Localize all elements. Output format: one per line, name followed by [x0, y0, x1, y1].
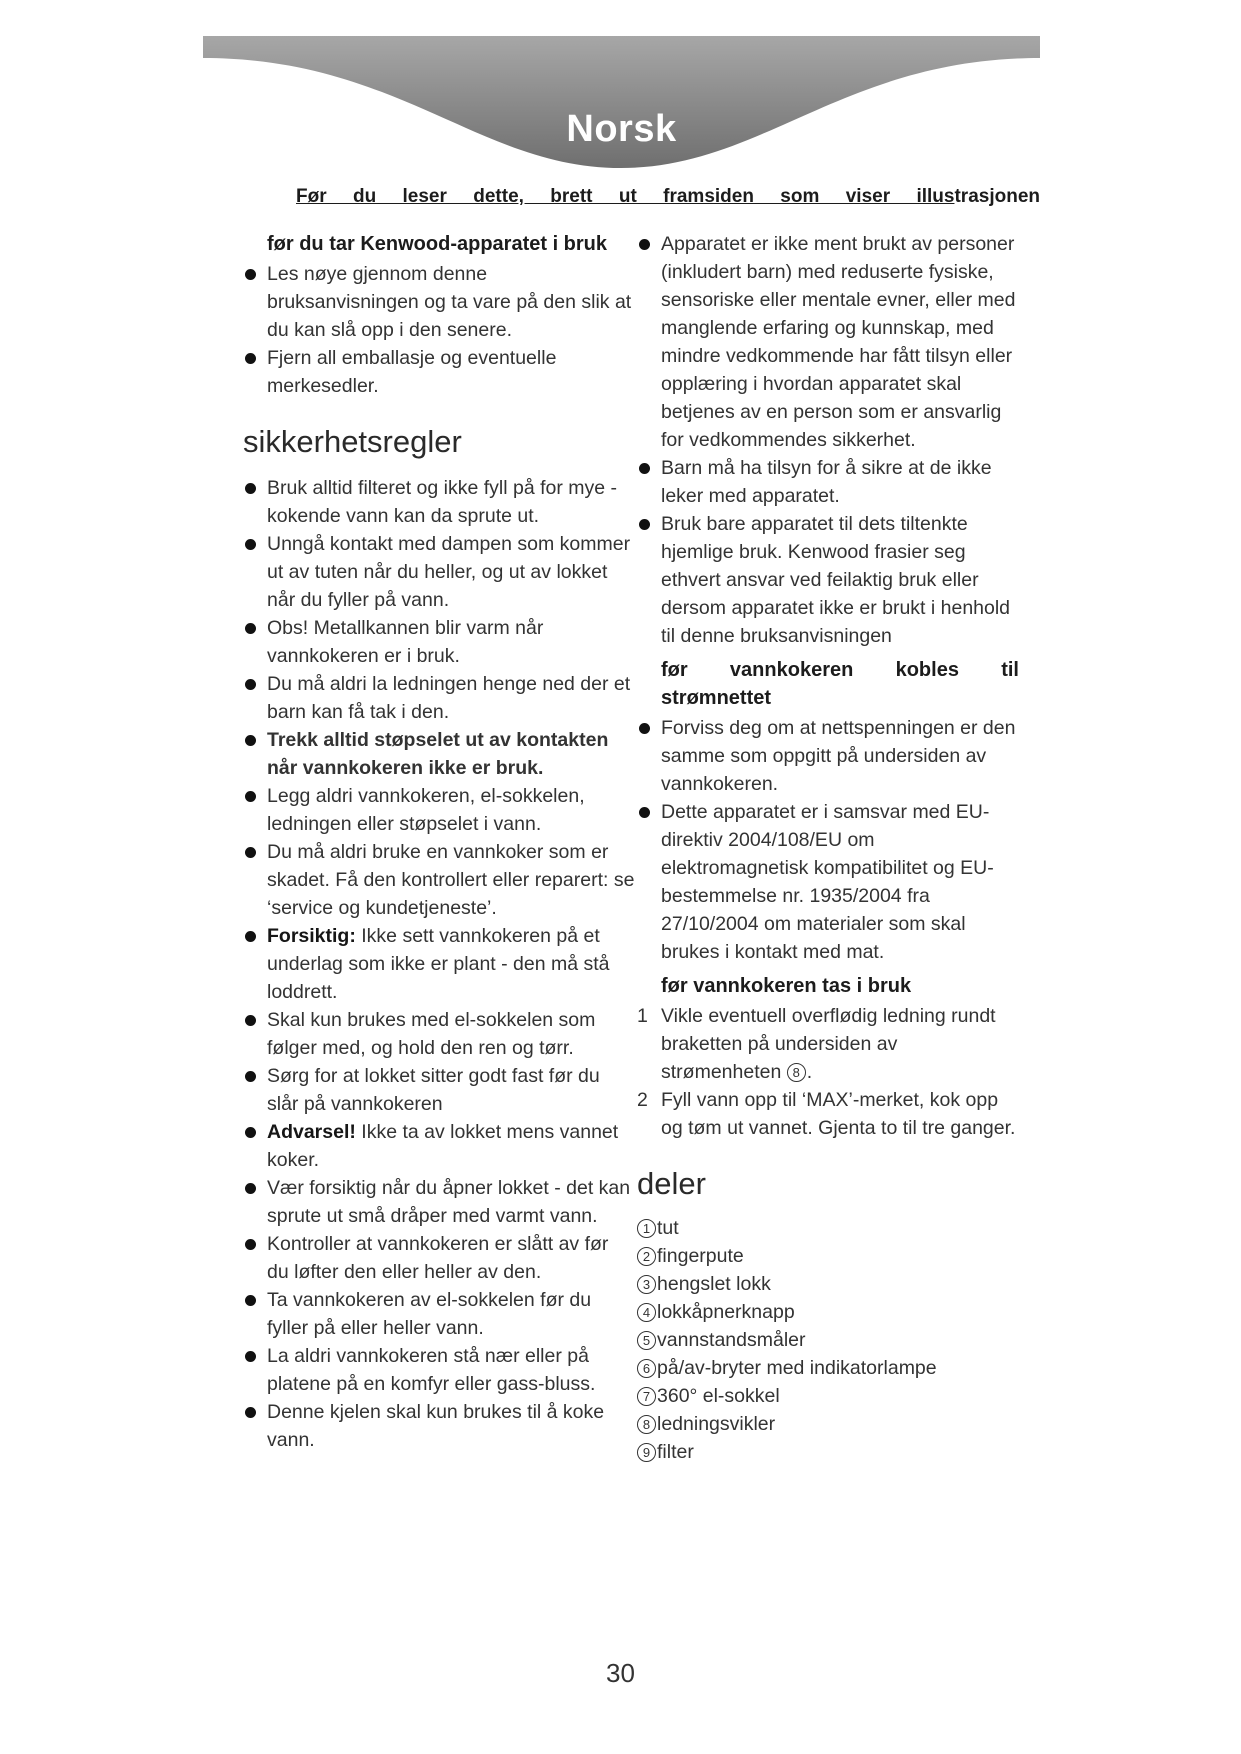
part-item	[637, 1410, 1019, 1438]
part-item	[637, 1242, 1019, 1270]
list-item: Dette apparatet er i samsvar med EU-direktiv 2004/108/EU om elektromagnetisk kompatibilitet og EU-bestemmelse nr. 1935/2004 fra 27/10/2004 om materialer som skal brukes i kontakt med mat.	[637, 798, 1019, 966]
part-number-icon: 5	[637, 1331, 656, 1350]
list-item: La aldri vannkokeren stå nær eller på platene på en komfyr eller gass-bluss.	[243, 1342, 635, 1398]
list-item: Fjern all emballasje og eventuelle merkesedler.	[243, 344, 635, 400]
list-item: Du må aldri bruke en vannkoker som er skadet. Få den kontrollert eller reparert: se ‘service og kundetjeneste’.	[243, 838, 635, 922]
list-item: Obs! Metallkannen blir varm når vannkokeren er i bruk.	[243, 614, 635, 670]
list-item: Skal kun brukes med el-sokkelen som følger med, og hold den ren og tørr.	[243, 1006, 635, 1062]
list-item: Denne kjelen skal kun brukes til å koke vann.	[243, 1398, 635, 1454]
list-item: Barn må ha tilsyn for å sikre at de ikke leker med apparatet.	[637, 454, 1019, 510]
part-number-icon: 4	[637, 1303, 656, 1322]
list-item-bold: Trekk alltid støpselet ut av kontakten når vannkokeren ikke er bruk.	[243, 726, 635, 782]
warning-text: Ikke ta av lokket mens vannet koker.	[267, 1121, 619, 1171]
intro-underlined: Før du leser dette, brett ut framsiden som viser illus	[296, 186, 955, 207]
part-item	[637, 1382, 1019, 1410]
safety-list	[243, 474, 635, 1454]
part-label: ledningsvikler	[657, 1413, 776, 1435]
language-title: Norsk	[566, 108, 677, 150]
list-item: Kontroller at vannkokeren er slått av før du løfter den eller heller av den.	[243, 1230, 635, 1286]
part-number-icon: 9	[637, 1443, 656, 1462]
part-number-icon: 8	[637, 1415, 656, 1434]
list-item: Bruk alltid filteret og ikke fyll på for mye - kokende vann kan da sprute ut.	[243, 474, 635, 530]
part-label: 360° el-sokkel	[657, 1385, 780, 1407]
intro-note	[296, 186, 1040, 208]
list-item: Du må aldri la ledningen henge ned der et barn kan få tak i den.	[243, 670, 635, 726]
part-ref-icon: 8	[787, 1063, 806, 1082]
right-column	[637, 230, 1019, 1466]
part-label: filter	[657, 1441, 694, 1463]
part-number-icon: 7	[637, 1387, 656, 1406]
step-text: Fyll vann opp til ‘MAX’-merket, kok opp og tøm ut vannet. Gjenta to til tre ganger.	[661, 1089, 1016, 1139]
part-item	[637, 1214, 1019, 1242]
safety-list-continued	[637, 230, 1019, 650]
pre-use-list	[243, 260, 635, 400]
subhead-before-first-use: før vannkokeren tas i bruk	[661, 975, 912, 997]
list-item: Legg aldri vannkokeren, el-sokkelen, ledningen eller støpselet i vann.	[243, 782, 635, 838]
connection-list	[637, 714, 1019, 966]
part-item	[637, 1354, 1019, 1382]
part-number-icon: 3	[637, 1275, 656, 1294]
first-use-steps	[637, 1002, 1019, 1142]
list-item: Vær forsiktig når du åpner lokket - det kan sprute ut små dråper med varmt vann.	[243, 1174, 635, 1230]
part-number-icon: 2	[637, 1247, 656, 1266]
part-number-icon: 1	[637, 1219, 656, 1238]
parts-title: deler	[637, 1166, 706, 1201]
step-text: Vikle eventuell overflødig ledning rundt braketten på undersiden av strømenheten	[661, 1005, 996, 1083]
part-label: tut	[657, 1217, 679, 1239]
page-number: 30	[606, 1658, 635, 1688]
caution-label: Forsiktig:	[267, 925, 356, 947]
list-item: Sørg for at lokket sitter godt fast før du slår på vannkokeren	[243, 1062, 635, 1118]
list-item-warning	[243, 1118, 635, 1174]
list-item: Bruk bare apparatet til dets tiltenkte hjemlige bruk. Kenwood frasier seg ethvert ansvar ved feilaktig bruk eller dersom apparatet ikke er brukt i henhold til denne bruksanvisningen	[637, 510, 1019, 650]
list-item: Ta vannkokeren av el-sokkelen før du fyller på eller heller vann.	[243, 1286, 635, 1342]
left-column	[243, 230, 635, 1454]
part-label: på/av-bryter med indikatorlampe	[657, 1357, 937, 1379]
part-number-icon: 6	[637, 1359, 656, 1378]
parts-list	[637, 1214, 1019, 1466]
step-text-end: .	[806, 1061, 813, 1083]
subhead-before-connecting: før vannkokeren kobles til strømnettet	[661, 659, 1019, 709]
list-item: Unngå kontakt med dampen som kommer ut av tuten når du heller, og ut av lokket når du fyller på vann.	[243, 530, 635, 614]
list-item-caution	[243, 922, 635, 1006]
part-item	[637, 1270, 1019, 1298]
part-label: lokkåpnerknapp	[657, 1301, 795, 1323]
step-number: 1	[637, 1005, 648, 1027]
list-item: Apparatet er ikke ment brukt av personer (inkludert barn) med reduserte fysiske, sensoriske eller mentale evner, eller med manglende erfaring og kunnskap, med mindre vedkommende har fått tilsyn eller opplæring i hvordan apparatet skal betjenes av en person som er ansvarlig for vedkommendes sikkerhet.	[637, 230, 1019, 454]
step-item	[637, 1086, 1019, 1142]
list-item: Les nøye gjennom denne bruksanvisningen og ta vare på den slik at du kan slå opp i den senere.	[243, 260, 635, 344]
caution-text: Ikke sett vannkokeren på et underlag som ikke er plant - den må stå loddrett.	[267, 925, 610, 1003]
part-item	[637, 1438, 1019, 1466]
part-label: hengslet lokk	[657, 1273, 771, 1295]
warning-label: Advarsel!	[267, 1121, 356, 1143]
language-banner	[203, 36, 1040, 186]
part-item	[637, 1326, 1019, 1354]
safety-title: sikkerhetsregler	[243, 424, 462, 459]
list-item: Forviss deg om at nettspenningen er den samme som oppgitt på undersiden av vannkokeren.	[637, 714, 1019, 798]
intro-rest: trasjonen	[954, 186, 1040, 207]
part-item	[637, 1298, 1019, 1326]
subhead-before-use: før du tar Kenwood-apparatet i bruk	[267, 233, 608, 255]
step-item	[637, 1002, 1019, 1086]
part-label: fingerpute	[657, 1245, 744, 1267]
step-number: 2	[637, 1089, 648, 1111]
part-label: vannstandsmåler	[657, 1329, 806, 1351]
